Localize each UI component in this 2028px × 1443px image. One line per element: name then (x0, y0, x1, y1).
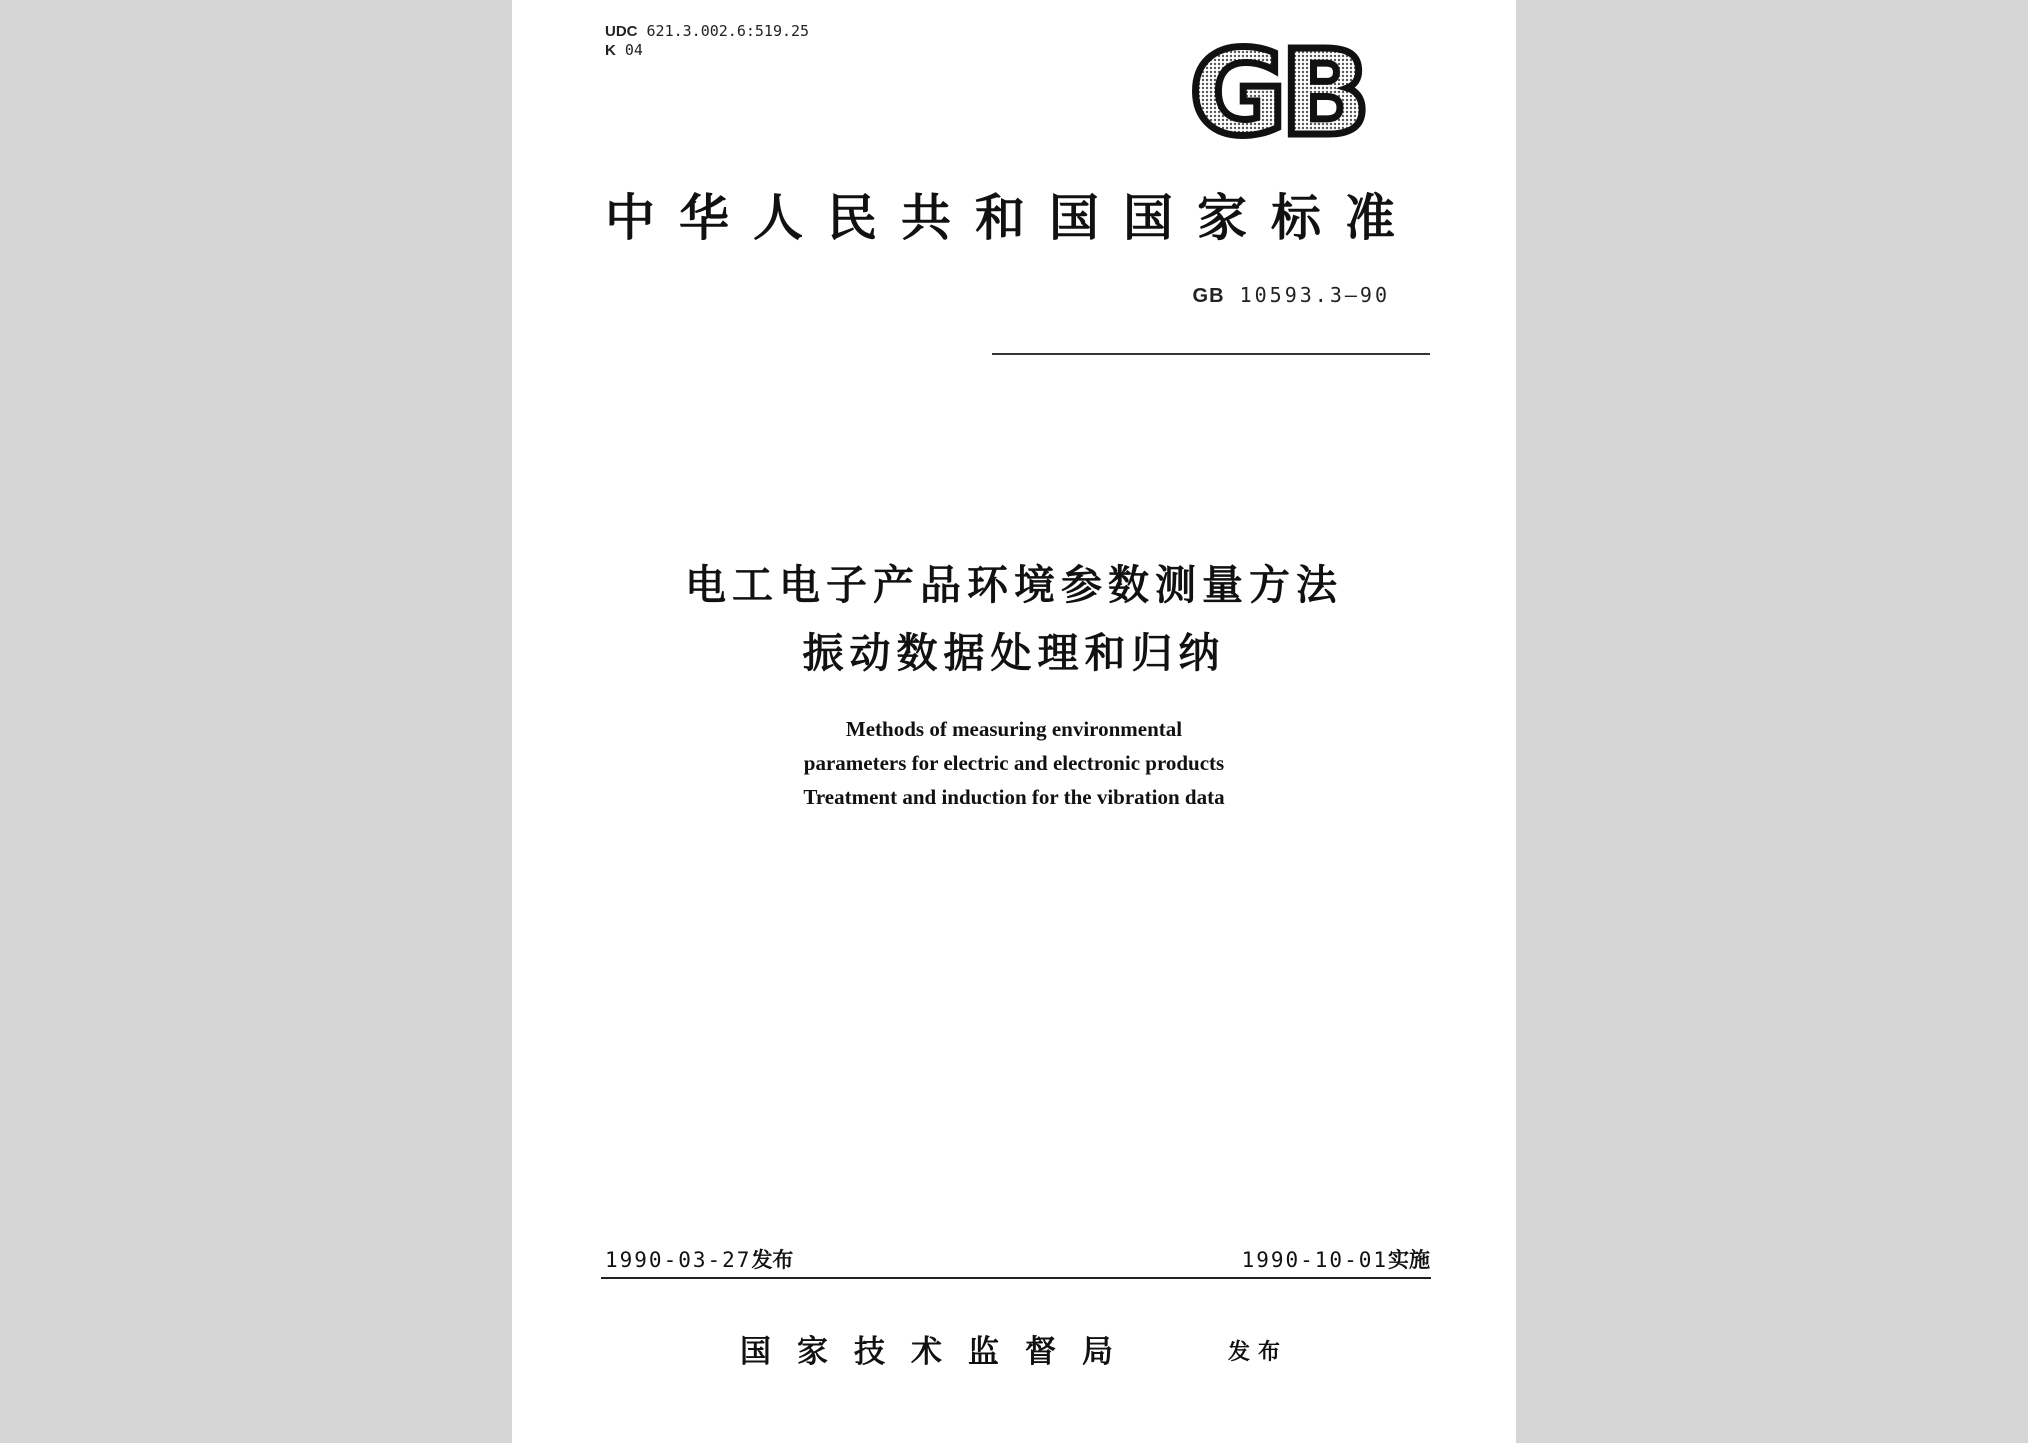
effective-date (1242, 1244, 1430, 1274)
chinese-title-line-2: 振动数据处理和归纳 (802, 629, 1226, 677)
publisher-action: 发布 (1228, 1340, 1289, 1365)
udc-code: 621.3.002.6:519.25 (637, 22, 810, 40)
english-title-line-1: Methods of measuring environmental (845, 717, 1183, 741)
english-title (512, 712, 1516, 814)
english-title-line-2: parameters for electric and electronic products (803, 751, 1225, 775)
document-page (512, 0, 1516, 1443)
issue-date-value: 1990-03-27 (605, 1248, 752, 1272)
english-title-line-3: Treatment and induction for the vibration data (803, 785, 1225, 809)
gb-logo (1177, 38, 1377, 144)
effective-date-label: 实施 (1388, 1248, 1430, 1272)
class-code: 04 (615, 41, 643, 59)
header-divider (992, 353, 1430, 355)
effective-date-value: 1990-10-01 (1241, 1248, 1388, 1272)
udc-label: UDC (605, 23, 638, 40)
standard-number-code: 10593.3—90 (1224, 283, 1390, 307)
class-label: K (605, 42, 616, 59)
footer-divider (601, 1277, 1431, 1279)
issue-date (605, 1244, 793, 1274)
national-standard-title: 中华人民共和国国家标准 (605, 188, 1419, 247)
gb-logo-text: GB (1189, 38, 1365, 144)
chinese-title-line-1: 电工电子产品环境参数测量方法 (685, 561, 1343, 609)
issue-date-label: 发布 (751, 1248, 794, 1272)
standard-number-prefix: GB (1192, 285, 1225, 307)
standard-number (1193, 283, 1390, 308)
classification-block (605, 22, 809, 60)
publisher-name: 国家技术监督局 (740, 1334, 1139, 1370)
